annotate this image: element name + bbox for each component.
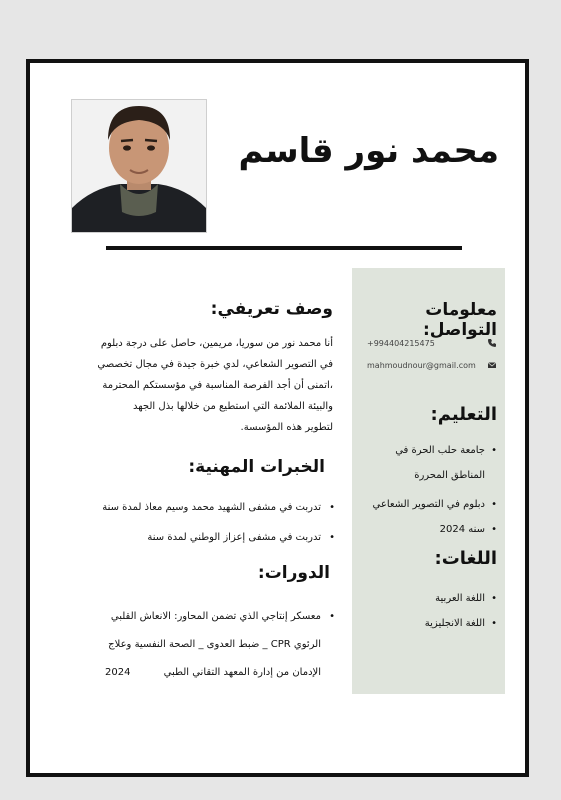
experience-heading: الخبرات المهنية: [188,457,325,477]
email-icon [487,360,497,370]
education-list [357,438,497,542]
contact-heading: معلومات التواصل: [422,300,497,340]
phone-icon [487,338,497,348]
education-item-year: • سنه 2024 [357,517,497,542]
experience-list [77,495,335,551]
contact-email-row [359,360,497,374]
header-divider [106,246,462,250]
education-item: • جامعة حلب الحرة في [357,438,497,463]
course-line: الإدمان من إدارة المعهد التقاني الطبي [163,667,321,678]
language-item: • اللغة الانجليزية [357,611,497,636]
education-heading: التعليم: [430,404,497,425]
summary-line: أنا محمد نور من سوريا، مريمين، حاصل على درجة دبلوم [100,338,333,349]
courses-heading: الدورات: [257,563,330,583]
person-photo-illustration [72,100,206,232]
person-name: محمد نور قاسم [238,131,499,171]
profile-photo [71,99,207,233]
experience-item: • تدربت في مشفى الشهيد محمد وسيم معاذ لمدة سنة [77,495,335,521]
course-line: الرئوي CPR _ ضبط العدوى _ الصحة النفسية وعلاج [108,639,321,650]
summary-line: والبيئة الملائمة التي استطيع من خلالها بذل الجهد [133,401,333,412]
course-line: • معسكر إنتاجي الذي تضمن المحاور: الانعاش القلبي [77,603,335,631]
sidebar [352,268,505,694]
experience-item: • تدربت في مشفى إعزاز الوطني لمدة سنة [77,525,335,551]
summary-heading: وصف تعريفي: [210,299,333,319]
contact-phone-row [359,338,497,352]
education-item-continuation: المناطق المحررة [414,470,485,481]
course-line-last [77,659,335,687]
cv-document [26,59,529,777]
summary-text [77,333,333,438]
languages-list [357,586,497,636]
summary-line: لتطوير هذه المؤسسة. [240,422,333,433]
course-year: 2024 [105,667,131,678]
contact-email: mahmoudnour@gmail.com [367,361,476,370]
language-item: • اللغة العربية [357,586,497,611]
languages-heading: اللغات: [434,548,497,569]
contact-phone: +994404215475 [367,339,435,348]
courses-text [77,603,335,687]
summary-line: في التصوير الشعاعي، لدي خبرة جيدة في مجال تخصصي [97,359,333,370]
summary-line: ،اتمنى أن أجد الفرصة المناسبة في مؤسستكم المحترمة [102,380,333,391]
education-item: • دبلوم في التصوير الشعاعي [357,492,497,517]
